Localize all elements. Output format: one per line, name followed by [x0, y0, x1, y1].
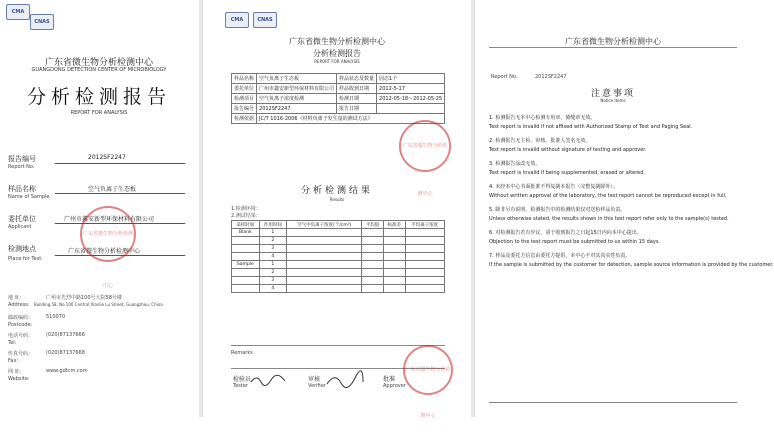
report-no-label: Report No.: [491, 74, 518, 80]
notice-page: [474, 0, 774, 417]
info-cell: 空气负离子生态板: [257, 74, 337, 84]
postcode-value: 510070: [46, 314, 66, 320]
signature-label-en: Verifier: [308, 383, 326, 389]
note-line: 7. 样品及委托方信息由委托方提供，本中心不对其真实性负责。: [489, 253, 631, 259]
fax-value: (020)87137668: [46, 350, 85, 356]
address-value-en: Building 58, No.100 Central Xianlie Lu Street, Guangzhou, China: [34, 302, 163, 307]
website-value: www.gdtcm.com: [46, 368, 88, 374]
table-row: [232, 104, 445, 114]
notes-title-en: Notice Items: [600, 98, 626, 103]
results-table: [231, 220, 445, 293]
signature-label-en: Approver: [383, 383, 406, 389]
remarks-label: Remarks: [231, 350, 253, 356]
results-title-en: Results: [329, 197, 345, 202]
table-cell: [405, 261, 444, 269]
info-cell: 2012-5-17: [377, 84, 445, 94]
field-underline: [55, 163, 185, 164]
divider: [489, 402, 737, 403]
results-note: 1.检测环境：: [231, 206, 261, 212]
table-cell: Blank: [232, 229, 260, 237]
note-line: Without written approval of the laboratory, the test report cannot be reproduced except in full.: [489, 193, 727, 199]
info-cell: 报告日期: [337, 104, 377, 114]
table-cell: 4: [259, 253, 287, 261]
tel-label: 电话号码：: [8, 333, 34, 339]
table-cell: [287, 253, 362, 261]
org-name: 广东省微生物分析检测中心: [289, 37, 385, 46]
table-cell: 3: [259, 245, 287, 253]
note-line: Test report is invalid if not affixed with Authorized Stamp of Test and Paging Seal.: [489, 124, 693, 130]
notes-title: 注意事项: [590, 89, 635, 99]
table-cell: [405, 237, 444, 245]
table-cell: [232, 269, 260, 277]
note-line: 5. 除非另有说明，检测报告中的检测结果仅对送检样品负责。: [489, 207, 626, 213]
note-line: 3. 检测报告涂改无效。: [489, 161, 541, 167]
table-cell: [232, 237, 260, 245]
org-name: 广东省微生物分析检测中心: [565, 37, 661, 46]
info-cell: 检测日期: [337, 94, 377, 104]
cnas-logo: CNAS: [253, 12, 277, 28]
table-cell: [362, 277, 384, 285]
table-cell: [383, 277, 405, 285]
info-cell: 检测项目: [232, 94, 257, 104]
table-row: [232, 237, 445, 245]
official-stamp: 广东省微生物分析检测中心: [80, 206, 136, 262]
org-name-en: GUANGDONG DETECTION CENTER OF MICROBIOLOGY: [31, 67, 167, 73]
table-cell: [287, 261, 362, 269]
table-cell: [383, 253, 405, 261]
cma-logo: CMA: [6, 4, 30, 20]
table-cell: [383, 261, 405, 269]
table-cell: [362, 285, 384, 293]
info-cell: 委托单位: [232, 84, 257, 94]
table-cell: [405, 277, 444, 285]
table-row: [232, 74, 445, 84]
report-subtitle-en: REPORT FOR ANALYSIS: [314, 59, 360, 64]
table-header-row: [232, 221, 445, 229]
table-cell: 4: [259, 285, 287, 293]
column-header: 平均离子浓度: [405, 221, 444, 229]
table-cell: [232, 277, 260, 285]
field-label-en: Place for Test: [8, 256, 42, 262]
note-line: 1. 检测报告无本中心检测专用章、骑缝章无效。: [489, 115, 596, 121]
table-cell: [362, 253, 384, 261]
table-cell: [232, 245, 260, 253]
field-value: 广东省微生物分析检测中心: [68, 248, 141, 255]
table-cell: [362, 245, 384, 253]
table-cell: [405, 253, 444, 261]
field-label: 检测地点: [8, 245, 36, 253]
note-line: Unless otherwise stated, the results shown in this test report refer only to the sample(s) tested.: [489, 216, 729, 222]
signature-label: 批准: [383, 376, 396, 383]
note-line: 2. 检测报告无主检、审核、批准人签名无效。: [489, 138, 591, 144]
divider: [231, 345, 445, 346]
report-cover-page: [0, 0, 198, 417]
results-note: 2.测试结果：: [231, 213, 261, 219]
field-label-en: Applicant: [8, 224, 32, 230]
table-cell: [362, 237, 384, 245]
table-row: [232, 94, 445, 104]
info-cell: 样品收到日期: [337, 84, 377, 94]
table-cell: [287, 237, 362, 245]
divider: [489, 47, 737, 48]
field-value: 空气负离子生态板: [88, 186, 137, 193]
table-cell: [383, 285, 405, 293]
table-cell: 2: [259, 237, 287, 245]
table-row: [232, 229, 445, 237]
field-value: 广州市鑫安新型环保材料有限公司: [64, 216, 155, 223]
table-cell: 3: [259, 277, 287, 285]
table-cell: 1: [259, 261, 287, 269]
column-header: 标准差: [383, 221, 405, 229]
signature-label: 审核: [308, 376, 321, 383]
table-cell: [287, 245, 362, 253]
table-cell: [405, 245, 444, 253]
table-cell: [383, 245, 405, 253]
field-label: 样品名称: [8, 185, 36, 193]
report-results-page: [202, 0, 471, 417]
table-cell: [362, 261, 384, 269]
table-cell: [383, 269, 405, 277]
fax-label-en: Fax:: [8, 358, 19, 364]
table-cell: [232, 253, 260, 261]
table-cell: [405, 269, 444, 277]
info-cell: 空气负离子浓度检测: [257, 94, 337, 104]
table-cell: [232, 285, 260, 293]
info-cell: 固态1个: [377, 74, 445, 84]
info-cell: 广州市鑫安新型环保材料有限公司: [257, 84, 337, 94]
report-title-en: REPORT FOR ANALYSIS: [70, 110, 128, 116]
column-header: 平均值: [362, 221, 384, 229]
table-row: [232, 84, 445, 94]
handwritten-signature: [249, 372, 289, 388]
postcode-label-en: Postcode:: [8, 322, 33, 328]
handwritten-signature: [325, 372, 365, 388]
official-stamp: 广东省微生物分析检测中心: [403, 345, 453, 395]
sample-info-table: [231, 73, 445, 124]
column-header: 空气中负离子浓度(个/cm³): [287, 221, 362, 229]
table-row: [232, 253, 445, 261]
field-underline: [55, 193, 185, 194]
tel-value: (020)87137666: [46, 332, 85, 338]
info-cell: 2012-05-18～2012-05-25: [377, 94, 445, 104]
table-cell: [287, 229, 362, 237]
table-cell: [362, 229, 384, 237]
info-cell: 检测依据: [232, 114, 257, 124]
field-label: 委托单位: [8, 215, 36, 223]
table-cell: [405, 229, 444, 237]
cma-logo: CMA: [225, 12, 249, 28]
table-cell: 1: [259, 229, 287, 237]
table-row: [232, 261, 445, 269]
org-name: 广东省微生物分析检测中心: [44, 58, 153, 68]
table-cell: Sample: [232, 261, 260, 269]
report-no-value: 2012SF2247: [535, 74, 567, 80]
info-cell: 2012SF2247: [257, 104, 337, 114]
field-label-en: Report No.: [8, 164, 35, 170]
note-line: If the sample is submitted by the customer for detection, sample source information is provided by the customer.: [489, 262, 774, 268]
info-cell: JC/T 1016-2006《材料负离子发生量的测试方法》: [257, 114, 445, 124]
column-header: 采样时间: [232, 221, 260, 229]
website-label-en: Website:: [8, 376, 30, 382]
field-value: 2012SF2247: [88, 154, 126, 161]
note-line: Test report is invalid if being supplemented, erased or altered.: [489, 170, 646, 176]
official-stamp: 广东省微生物分析检测中心: [399, 120, 451, 172]
table-row: [232, 277, 445, 285]
table-cell: [287, 285, 362, 293]
table-cell: [383, 229, 405, 237]
signature-label: 检验员: [233, 376, 252, 383]
field-label: 报告编号: [8, 155, 36, 163]
table-cell: [362, 269, 384, 277]
tel-label-en: Tel:: [8, 340, 17, 346]
note-line: 6. 对检测报告若有异议，请于收到报告之日起15日内向本中心提出。: [489, 230, 642, 236]
field-label-en: Name of Sample: [8, 194, 50, 200]
table-cell: [383, 237, 405, 245]
address-label-en: Address:: [8, 302, 30, 308]
column-header: 作用时间: [259, 221, 287, 229]
address-value: 广州市先烈中路100号大院58号楼: [46, 295, 122, 301]
table-row: [232, 269, 445, 277]
fax-label: 传真号码：: [8, 351, 34, 357]
website-label: 网 址：: [8, 369, 25, 375]
info-cell: 报告编号: [232, 104, 257, 114]
table-cell: [287, 277, 362, 285]
report-title: 分析检测报告: [26, 86, 171, 108]
cnas-logo: CNAS: [30, 14, 54, 30]
signature-label-en: Tester: [233, 383, 248, 389]
report-subtitle: 分析检测报告: [313, 49, 361, 58]
table-cell: [405, 285, 444, 293]
info-cell: 样品名称: [232, 74, 257, 84]
table-cell: [287, 269, 362, 277]
note-line: Test report is invalid without signature of testing and approver.: [489, 147, 647, 153]
note-line: 4. 未经本中心书面批准不得复制本报告（完整复制除外）。: [489, 184, 618, 190]
table-cell: 2: [259, 269, 287, 277]
table-row: [232, 285, 445, 293]
info-cell: 样品状态及数量: [337, 74, 377, 84]
info-cell: [377, 104, 445, 114]
note-line: Objection to the test report must be submitted to us within 15 days.: [489, 239, 661, 245]
results-title: 分析检测结果: [300, 186, 373, 196]
table-row: [232, 245, 445, 253]
address-label: 地 址：: [8, 295, 25, 301]
postcode-label: 邮政编码：: [8, 315, 34, 321]
